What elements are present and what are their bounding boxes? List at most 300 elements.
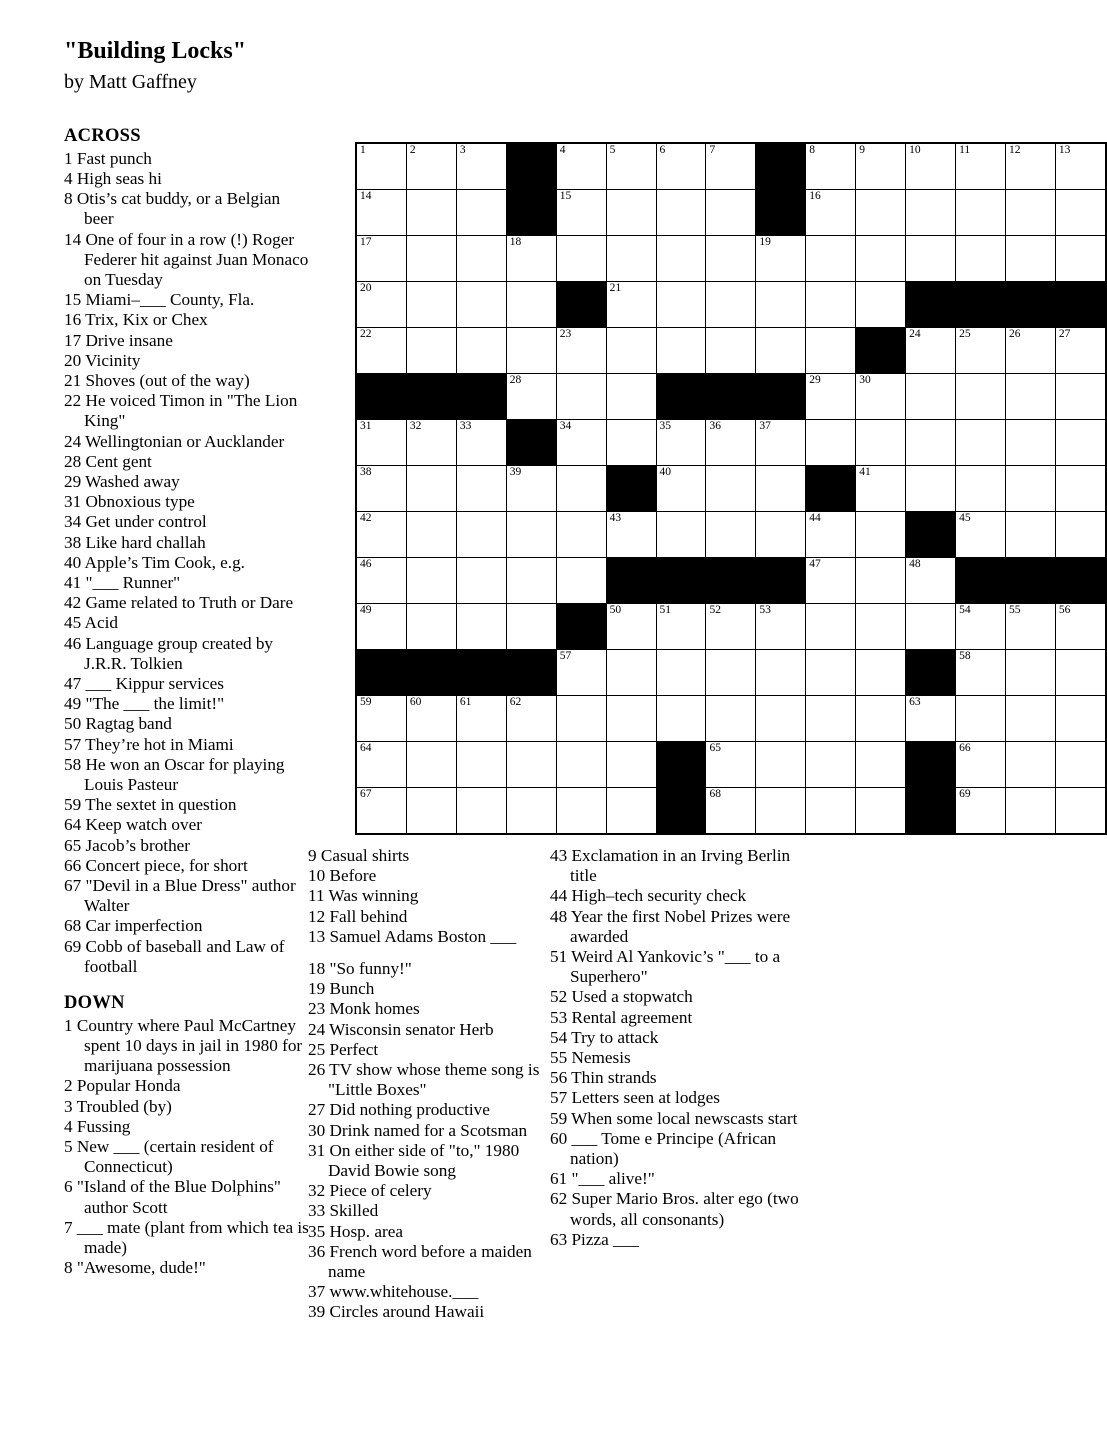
grid-cell[interactable] [456,143,506,190]
grid-cell[interactable] [356,328,406,374]
down-clue-2[interactable]: 2 Popular Honda [64,1076,181,1096]
grid-cell[interactable] [956,512,1006,558]
grid-cell[interactable] [906,466,956,512]
grid-cell[interactable] [706,282,756,328]
down-clue-8[interactable]: 8 "Awesome, dude!" [64,1258,206,1278]
grid-cell[interactable] [456,558,506,604]
grid-cell[interactable] [756,236,806,282]
grid-cell[interactable] [606,604,656,650]
down-clue-12[interactable]: 12 Fall behind [308,906,408,926]
grid-cell[interactable] [356,466,406,512]
grid-cell[interactable] [956,374,1006,420]
grid-cell[interactable] [506,328,556,374]
grid-cell[interactable] [1005,742,1055,788]
down-clue-39[interactable]: 39 Circles around Hawaii [308,1302,485,1322]
grid-cell[interactable] [356,696,406,742]
grid-cell[interactable] [706,788,756,835]
grid-cell[interactable] [606,328,656,374]
down-clue-26[interactable]: 26 TV show whose theme song is "Little Boxes" [308,1060,540,1100]
grid-cell[interactable] [806,282,856,328]
grid-cell-number: 23 [559,328,572,340]
grid-cell[interactable] [556,374,606,420]
grid-cell[interactable] [356,236,406,282]
grid-cell[interactable] [356,190,406,236]
grid-cell[interactable] [956,143,1006,190]
across-clue-57[interactable]: 57 They’re hot in Miami [64,734,234,754]
grid-cell[interactable] [806,374,856,420]
grid-cell[interactable] [406,466,456,512]
grid-cell[interactable] [506,374,556,420]
grid-cell-number: 69 [959,788,971,800]
grid-cell[interactable] [656,282,706,328]
grid-cell[interactable] [856,236,906,282]
grid-cell[interactable] [656,604,706,650]
across-clue-28[interactable]: 28 Cent gent [64,451,152,471]
grid-cell[interactable] [856,420,906,466]
grid-cell[interactable] [706,696,756,742]
down-clue-61[interactable]: 61 "___ alive!" [550,1169,655,1189]
down-clue-52[interactable]: 52 Used a stopwatch [550,987,693,1007]
across-clue-47[interactable]: 47 ___ Kippur services [64,674,224,694]
grid-cell[interactable] [856,143,906,190]
grid-cell[interactable] [756,420,806,466]
grid-cell[interactable] [356,788,406,835]
grid-cell[interactable] [706,742,756,788]
grid-cell[interactable] [656,512,706,558]
down-clue-19[interactable]: 19 Bunch [308,979,375,999]
grid-cell[interactable] [1055,742,1106,788]
down-clue-9[interactable]: 9 Casual shirts [308,846,410,865]
down-clue-10[interactable]: 10 Before [308,866,377,886]
across-clue-50[interactable]: 50 Ragtag band [64,714,172,734]
grid-cell[interactable] [356,558,406,604]
grid-cell[interactable] [806,190,856,236]
grid-cell[interactable] [956,696,1006,742]
grid-cell[interactable] [1055,143,1106,190]
grid-cell[interactable] [1005,236,1055,282]
grid-cell-number: 13 [1058,144,1071,156]
grid-cell-number: 3 [459,144,466,156]
grid-block-cell [506,143,556,190]
grid-cell[interactable] [756,650,806,696]
grid-cell[interactable] [706,190,756,236]
grid-cell-number: 31 [360,420,372,432]
grid-cell[interactable] [506,512,556,558]
grid-cell[interactable] [506,604,556,650]
grid-cell[interactable] [856,650,906,696]
across-clue-24[interactable]: 24 Wellingtonian or Aucklander [64,431,285,451]
grid-cell[interactable] [906,696,956,742]
down-clue-27[interactable]: 27 Did nothing productive [308,1100,490,1120]
grid-cell[interactable] [356,604,406,650]
grid-cell[interactable] [806,512,856,558]
across-clue-69[interactable]: 69 Cobb of baseball and Law of football [64,936,285,976]
grid-cell[interactable] [906,328,956,374]
grid-cell[interactable] [706,604,756,650]
grid-cell-number: 35 [659,420,672,432]
across-clue-31[interactable]: 31 Obnoxious type [64,492,195,512]
grid-cell[interactable] [1005,374,1055,420]
grid-cell[interactable] [456,466,506,512]
grid-cell-number: 19 [759,236,771,248]
grid-cell[interactable] [856,190,906,236]
grid-cell[interactable] [656,466,706,512]
across-clue-14[interactable]: 14 One of four in a row (!) Roger Federer hit against Juan Monaco on Tuesday [64,229,309,289]
down-clue-13[interactable]: 13 Samuel Adams Boston ___ [308,926,517,946]
grid-cell[interactable] [556,420,606,466]
down-clue-48[interactable]: 48 Year the first Nobel Prizes were awarded [550,906,791,946]
grid-cell[interactable] [456,328,506,374]
down-clue-51[interactable]: 51 Weird Al Yankovic’s "___ to a Superhero" [550,947,781,987]
grid-cell[interactable] [756,742,806,788]
across-clue-29[interactable]: 29 Washed away [64,471,180,491]
grid-cell[interactable] [506,742,556,788]
grid-cell[interactable] [456,512,506,558]
grid-cell[interactable] [1055,328,1106,374]
grid-cell[interactable] [506,696,556,742]
grid-cell[interactable] [1055,512,1106,558]
grid-cell[interactable] [906,604,956,650]
grid-cell-number: 9 [859,144,865,156]
grid-cell[interactable] [856,558,906,604]
grid-cell[interactable] [956,742,1006,788]
across-clue-64[interactable]: 64 Keep watch over [64,815,202,835]
across-clue-68[interactable]: 68 Car imperfection [64,916,203,936]
grid-cell[interactable] [1005,328,1055,374]
grid-cell[interactable] [1055,374,1106,420]
grid-cell[interactable] [956,190,1006,236]
grid-cell[interactable] [1005,143,1055,190]
across-clue-38[interactable]: 38 Like hard challah [64,532,206,552]
grid-cell[interactable] [606,190,656,236]
across-clue-21[interactable]: 21 Shoves (out of the way) [64,370,250,390]
grid-cell[interactable] [456,282,506,328]
grid-block-cell [356,650,406,696]
down-clue-37[interactable]: 37 www.whitehouse.___ [308,1282,479,1302]
across-clue-34[interactable]: 34 Get under control [64,512,207,532]
grid-cell[interactable] [456,788,506,835]
down-clue-11[interactable]: 11 Was winning [308,886,419,906]
down-clue-3[interactable]: 3 Troubled (by) [64,1096,172,1116]
down-clue-60[interactable]: 60 ___ Tome e Principe (African nation) [550,1128,777,1169]
grid-cell[interactable] [656,236,706,282]
down-clue-6[interactable]: 6 "Island of the Blue Dolphins" author Scott [64,1177,281,1217]
grid-cell[interactable] [1005,512,1055,558]
grid-cell[interactable] [406,190,456,236]
grid-cell[interactable] [956,420,1006,466]
grid-cell[interactable] [1005,604,1055,650]
across-clue-66[interactable]: 66 Concert piece, for short [64,855,248,875]
grid-cell[interactable] [606,788,656,835]
grid-block-cell [406,374,456,420]
grid-cell-number: 39 [509,466,522,478]
grid-cell[interactable] [856,512,906,558]
grid-cell[interactable] [556,696,606,742]
grid-cell[interactable] [1055,650,1106,696]
grid-cell[interactable] [806,143,856,190]
grid-cell[interactable] [606,742,656,788]
grid-cell[interactable] [606,143,656,190]
down-clue-54[interactable]: 54 Try to attack [550,1027,659,1047]
grid-cell[interactable] [856,282,906,328]
down-clue-59[interactable]: 59 When some local newscasts start [550,1108,798,1128]
grid-block-cell [1005,282,1055,328]
grid-cell[interactable] [706,512,756,558]
grid-cell[interactable] [956,650,1006,696]
grid-cell[interactable] [556,742,606,788]
grid-cell[interactable] [1055,190,1106,236]
grid-cell-number: 51 [659,604,672,616]
grid-block-cell [706,558,756,604]
grid-cell[interactable] [456,236,506,282]
grid-cell[interactable] [506,236,556,282]
grid-cell[interactable] [706,650,756,696]
down-clue-32[interactable]: 32 Piece of celery [308,1181,432,1201]
grid-cell-number: 40 [659,466,672,478]
grid-cell[interactable] [606,650,656,696]
down-clue-25[interactable]: 25 Perfect [308,1039,379,1059]
grid-cell[interactable] [806,236,856,282]
grid-cell[interactable] [756,696,806,742]
grid-cell[interactable] [1005,420,1055,466]
down-clue-5[interactable]: 5 New ___ (certain resident of Connecticut) [64,1137,274,1177]
grid-cell[interactable] [856,374,906,420]
grid-cell[interactable] [706,466,756,512]
grid-cell[interactable] [556,328,606,374]
grid-cell[interactable] [756,328,806,374]
grid-cell[interactable] [406,328,456,374]
across-clue-15[interactable]: 15 Miami–___ County, Fla. [64,290,255,310]
down-clue-57[interactable]: 57 Letters seen at lodges [550,1088,720,1108]
down-clue-56[interactable]: 56 Thin strands [550,1068,657,1088]
title-block [64,38,484,94]
grid-cell[interactable] [506,282,556,328]
grid-row [356,650,1106,696]
grid-cell[interactable] [906,420,956,466]
across-clue-22[interactable]: 22 He voiced Timon in "The Lion King" [64,391,298,431]
down-clue-62[interactable]: 62 Super Mario Bros. alter ego (two words, all consonants) [550,1189,799,1229]
grid-cell-number: 57 [559,650,572,662]
grid-cell[interactable] [956,328,1006,374]
grid-cell[interactable] [806,696,856,742]
grid-cell-number: 29 [809,374,821,386]
grid-cell[interactable] [356,143,406,190]
grid-cell[interactable] [806,788,856,835]
grid-cell[interactable] [506,788,556,835]
grid-cell[interactable] [1055,420,1106,466]
across-clue-8[interactable]: 8 Otis’s cat buddy, or a Belgian beer [64,189,281,229]
grid-cell[interactable] [606,236,656,282]
down-clue-23[interactable]: 23 Monk homes [308,999,420,1019]
grid-cell[interactable] [606,512,656,558]
across-clue-16[interactable]: 16 Trix, Kix or Chex [64,310,208,330]
grid-cell[interactable] [906,236,956,282]
grid-cell-number: 60 [409,696,422,708]
down-clue-18[interactable]: 18 "So funny!" [308,959,412,979]
grid-block-cell [606,558,656,604]
grid-cell[interactable] [1055,236,1106,282]
across-clue-20[interactable]: 20 Vicinity [64,350,141,370]
grid-cell[interactable] [406,143,456,190]
grid-cell[interactable] [706,328,756,374]
grid-cell[interactable] [606,374,656,420]
grid-cell[interactable] [1005,190,1055,236]
grid-cell[interactable] [856,742,906,788]
across-clue-41[interactable]: 41 "___ Runner" [64,573,181,592]
grid-cell[interactable] [756,604,806,650]
across-clue-40[interactable]: 40 Apple’s Tim Cook, e.g. [64,552,245,572]
down-clue-30[interactable]: 30 Drink named for a Scotsman [308,1120,528,1140]
grid-cell[interactable] [356,742,406,788]
across-clue-58[interactable]: 58 He won an Oscar for playing Louis Pasteur [64,754,285,795]
grid-cell[interactable] [1005,466,1055,512]
grid-cell[interactable] [556,650,606,696]
grid-cell[interactable] [556,558,606,604]
grid-cell[interactable] [1005,650,1055,696]
down-clue-55[interactable]: 55 Nemesis [550,1048,631,1068]
grid-cell[interactable] [806,650,856,696]
grid-cell[interactable] [606,282,656,328]
grid-cell[interactable] [456,190,506,236]
grid-cell[interactable] [1005,788,1055,835]
grid-cell[interactable] [656,650,706,696]
grid-cell[interactable] [756,512,806,558]
down-clue-31[interactable]: 31 On either side of "to," 1980 David Bowie song [308,1140,520,1181]
grid-cell[interactable] [406,742,456,788]
grid-cell[interactable] [456,420,506,466]
across-clue-17[interactable]: 17 Drive insane [64,330,173,350]
across-clue-49[interactable]: 49 "The ___ the limit!" [64,694,225,714]
grid-cell[interactable] [706,143,756,190]
grid-cell[interactable] [406,604,456,650]
grid-cell[interactable] [856,788,906,835]
down-clue-35[interactable]: 35 Hosp. area [308,1221,403,1241]
grid-cell[interactable] [456,696,506,742]
grid-cell[interactable] [406,420,456,466]
across-clue-46[interactable]: 46 Language group created by J.R.R. Tolkien [64,633,274,673]
grid-cell[interactable] [956,466,1006,512]
grid-cell[interactable] [956,788,1006,835]
grid-cell[interactable] [656,328,706,374]
grid-cell-number: 7 [709,144,716,156]
grid-cell[interactable] [856,604,906,650]
grid-cell[interactable] [556,466,606,512]
grid-row [356,604,1106,650]
grid-cell[interactable] [956,236,1006,282]
across-clue-1[interactable]: 1 Fast punch [64,148,152,168]
down-clue-63[interactable]: 63 Pizza ___ [550,1229,639,1249]
grid-cell[interactable] [1005,696,1055,742]
grid-cell[interactable] [456,742,506,788]
down-clue-33[interactable]: 33 Skilled [308,1201,379,1221]
grid-cell[interactable] [556,512,606,558]
grid-cell[interactable] [456,604,506,650]
across-clue-list [64,149,309,977]
grid-cell[interactable] [406,696,456,742]
crossword-grid[interactable] [355,142,1107,835]
across-clue-4[interactable]: 4 High seas hi [64,168,162,188]
grid-cell[interactable] [956,604,1006,650]
grid-cell[interactable] [806,420,856,466]
grid-cell[interactable] [806,742,856,788]
grid-cell[interactable] [806,558,856,604]
grid-cell[interactable] [606,696,656,742]
down-clue-53[interactable]: 53 Rental agreement [550,1007,693,1027]
grid-cell[interactable] [906,374,956,420]
grid-block-cell [906,650,956,696]
grid-cell[interactable] [756,282,806,328]
grid-cell[interactable] [756,466,806,512]
grid-cell[interactable] [556,190,606,236]
grid-cell-number: 56 [1058,604,1071,616]
down-clue-36[interactable]: 36 French word before a maiden name [308,1241,532,1282]
grid-cell[interactable] [406,512,456,558]
grid-cell[interactable] [856,466,906,512]
grid-cell[interactable] [906,558,956,604]
grid-cell[interactable] [656,143,706,190]
grid-cell[interactable] [356,282,406,328]
down-clue-43[interactable]: 43 Exclamation in an Irving Berlin title [550,846,791,886]
down-clue-44[interactable]: 44 High–tech security check [550,886,747,906]
grid-cell[interactable] [406,558,456,604]
across-clue-42[interactable]: 42 Game related to Truth or Dare [64,593,294,613]
grid-cell[interactable] [406,282,456,328]
grid-cell[interactable] [706,420,756,466]
grid-cell[interactable] [706,236,756,282]
grid-cell[interactable] [556,788,606,835]
grid-cell[interactable] [856,696,906,742]
across-clue-65[interactable]: 65 Jacob’s brother [64,835,191,855]
grid-row [356,558,1106,604]
grid-cell[interactable] [506,466,556,512]
down-clue-7[interactable]: 7 ___ mate (plant from which tea is made) [64,1217,309,1258]
across-clue-45[interactable]: 45 Acid [64,613,118,633]
grid-cell[interactable] [556,236,606,282]
down-clue-1[interactable]: 1 Country where Paul McCartney spent 10 days in jail in 1980 for marijuana possession [64,1015,303,1076]
grid-cell-number: 21 [609,282,622,294]
grid-cell[interactable] [806,604,856,650]
grid-cell[interactable] [606,420,656,466]
across-clue-67[interactable]: 67 "Devil in a Blue Dress" author Walter [64,876,296,916]
grid-cell[interactable] [656,420,706,466]
grid-cell[interactable] [406,788,456,835]
grid-cell-number: 41 [859,466,871,478]
grid-row [356,466,1106,512]
grid-cell[interactable] [1055,466,1106,512]
grid-cell[interactable] [906,190,956,236]
grid-cell[interactable] [1055,604,1106,650]
grid-cell[interactable] [356,512,406,558]
grid-cell[interactable] [656,190,706,236]
grid-cell[interactable] [506,558,556,604]
grid-cell-number: 8 [809,144,816,156]
grid-cell[interactable] [406,236,456,282]
grid-cell[interactable] [556,143,606,190]
grid-cell[interactable] [656,696,706,742]
grid-cell-number: 66 [959,742,971,754]
grid-cell[interactable] [1055,696,1106,742]
grid-cell[interactable] [906,143,956,190]
grid-block-cell [1055,558,1106,604]
grid-cell[interactable] [1055,788,1106,835]
crossword-grid-table[interactable] [355,142,1107,835]
down-clue-24[interactable]: 24 Wisconsin senator Herb [308,1019,494,1039]
down-clue-4[interactable]: 4 Fussing [64,1116,131,1136]
grid-cell[interactable] [356,420,406,466]
grid-cell[interactable] [756,788,806,835]
grid-cell[interactable] [806,328,856,374]
across-clue-59[interactable]: 59 The sextet in question [64,795,237,815]
